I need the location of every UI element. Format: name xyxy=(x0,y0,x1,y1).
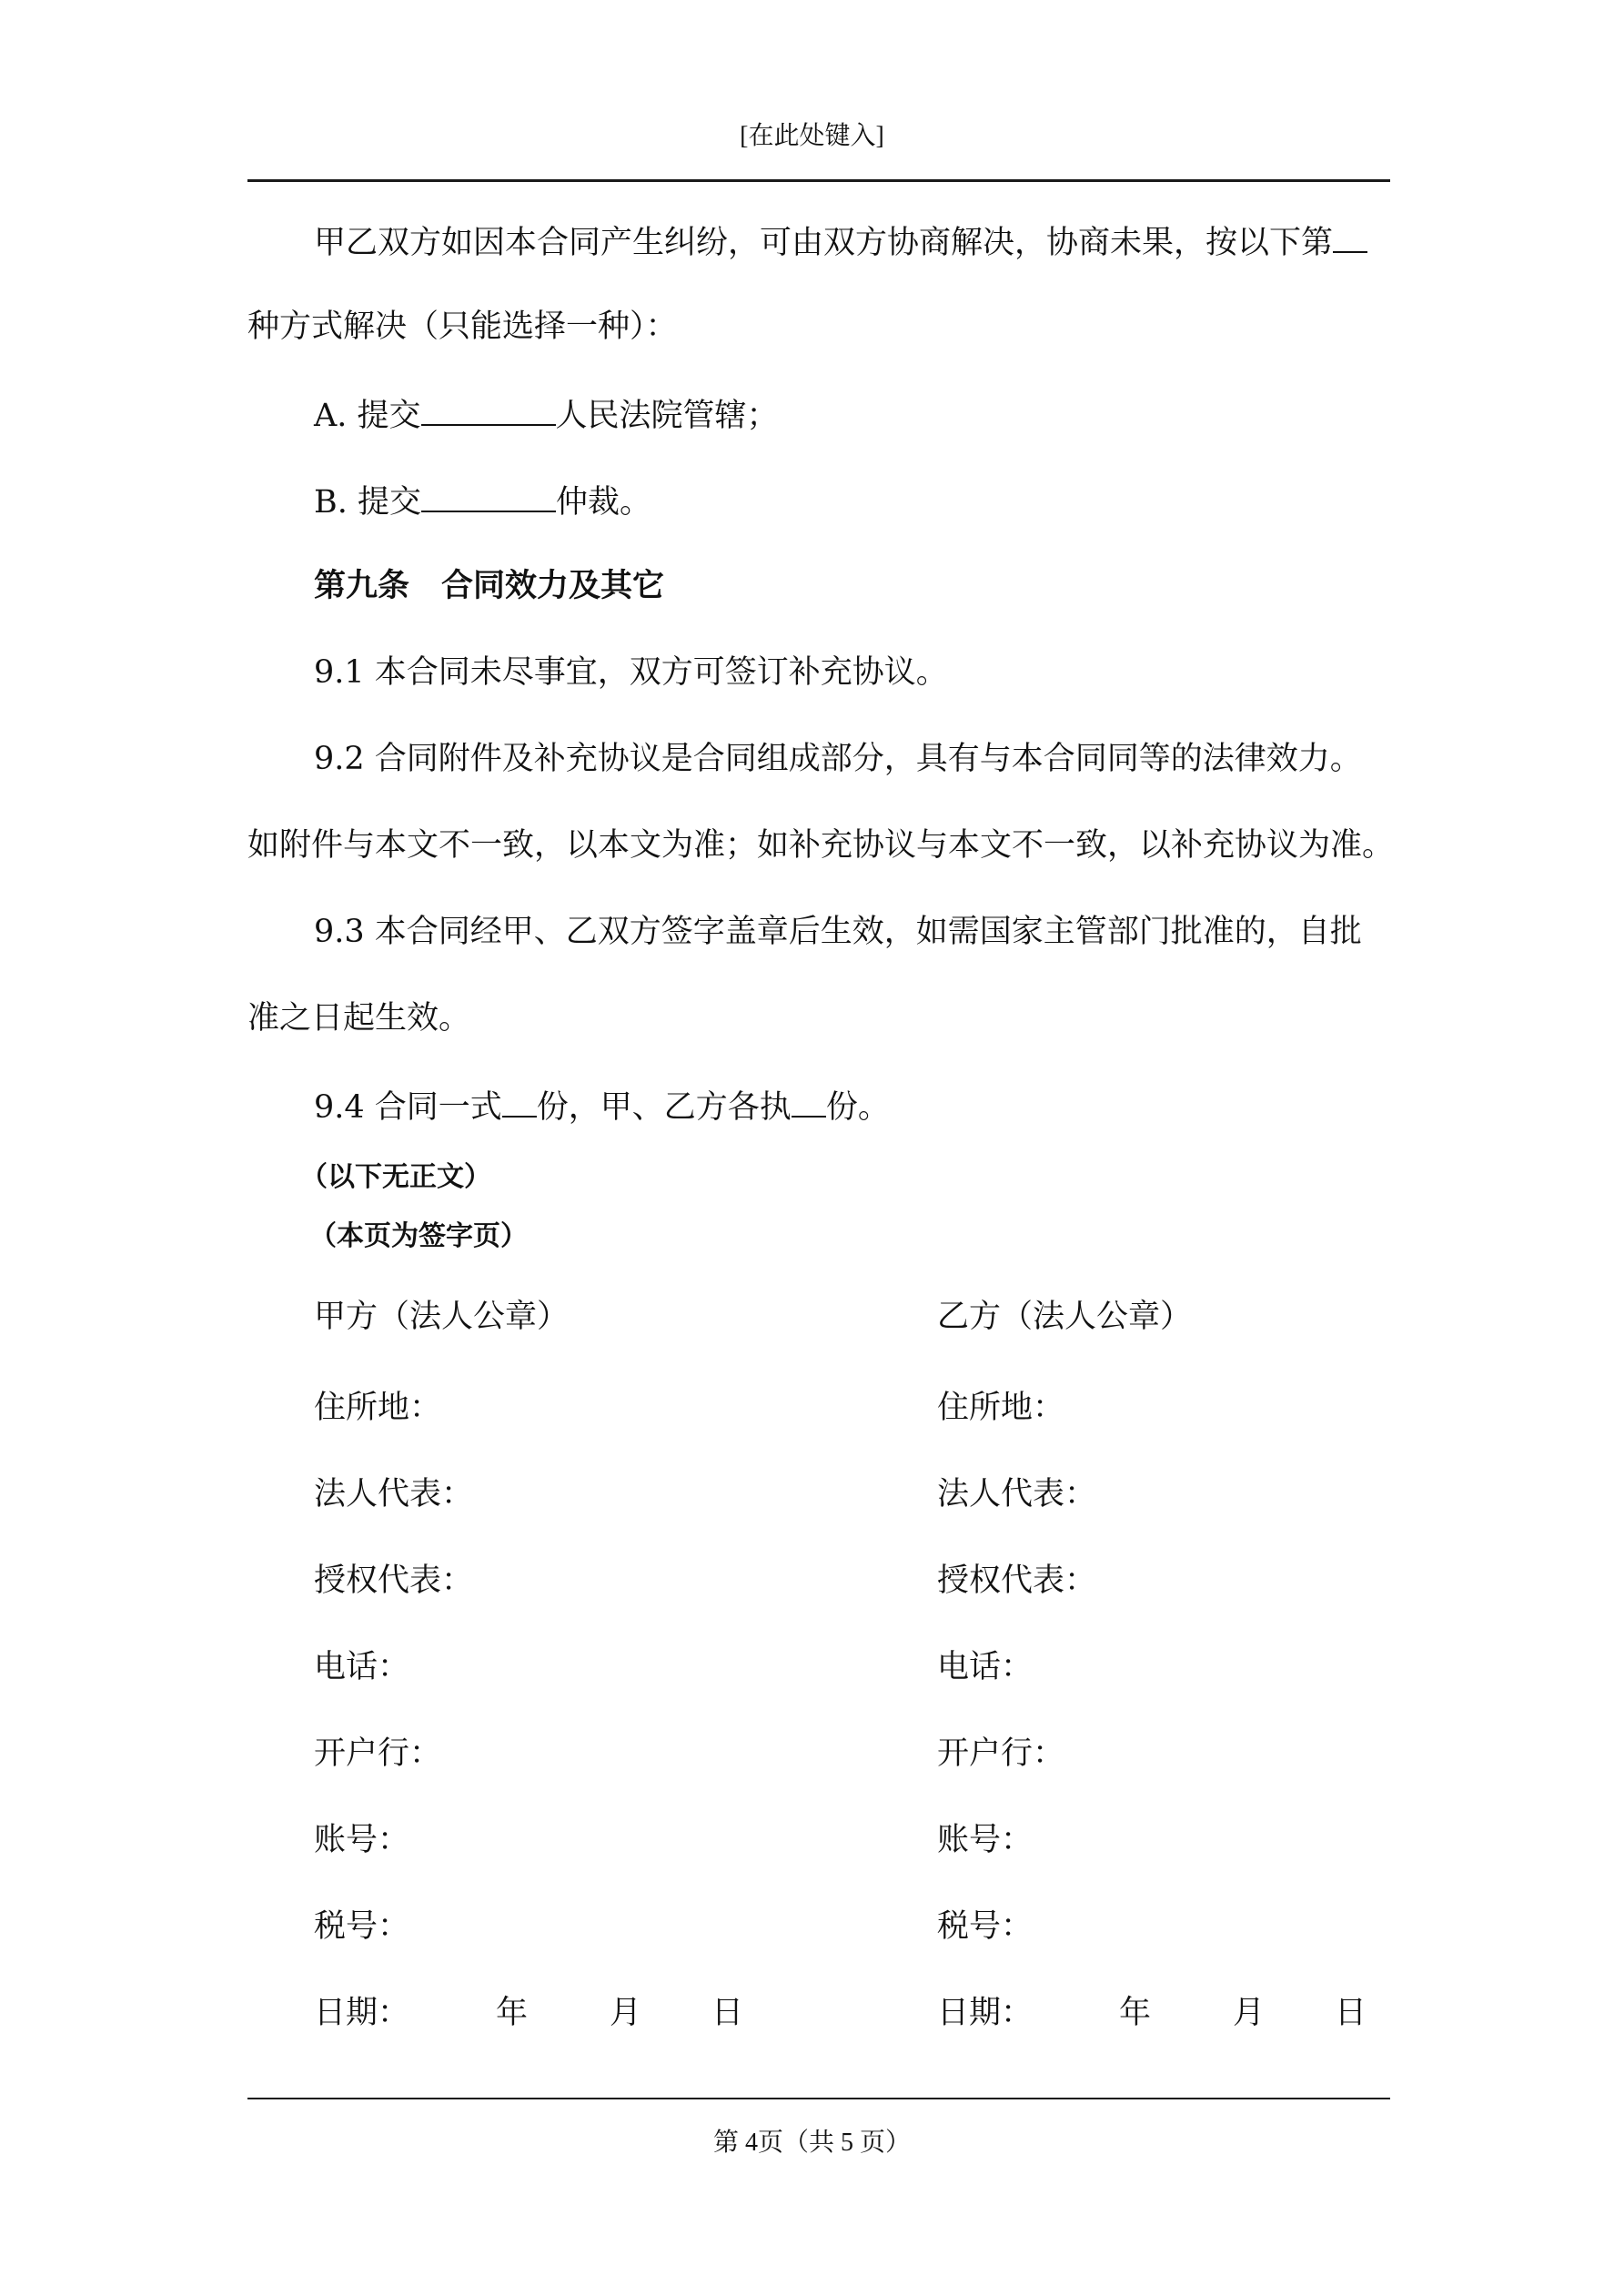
option-number-blank xyxy=(1333,220,1367,253)
party-b-year: 年 xyxy=(1119,1995,1152,2031)
option-b-prefix: B. 提交 xyxy=(314,484,421,521)
party-b-title: 乙方（法人公章） xyxy=(937,1299,1193,1335)
party-b-authorized-rep: 授权代表： xyxy=(937,1563,1097,1599)
dispute-text: 甲乙双方如因本合同产生纠纷，可由双方协商解决，协商未果，按以下第 xyxy=(314,225,1334,261)
header-rule xyxy=(247,179,1390,182)
party-a-legal-rep: 法人代表： xyxy=(314,1476,474,1512)
party-a-tax-id: 税号： xyxy=(314,1908,410,1945)
party-a-bank: 开户行： xyxy=(314,1735,442,1772)
party-b-tax-id: 税号： xyxy=(937,1908,1034,1945)
party-a-day: 日 xyxy=(711,1995,744,2031)
court-name-blank xyxy=(421,393,556,426)
clause-9-1: 9.1 本合同未尽事宜，双方可签订补充协议。 xyxy=(314,654,948,691)
party-a-account: 账号： xyxy=(314,1822,410,1858)
option-a xyxy=(314,393,779,436)
clause-9-4 xyxy=(314,1085,890,1128)
article-9-title: 第九条 合同效力及其它 xyxy=(314,568,665,604)
option-a-prefix: A. 提交 xyxy=(314,398,421,434)
footer-rule xyxy=(247,2098,1390,2099)
arbitration-name-blank xyxy=(421,480,556,512)
party-b-bank: 开户行： xyxy=(937,1735,1065,1772)
clause-9-2-line2: 如附件与本文不一致，以本文为准；如补充协议与本文不一致，以补充协议为准。 xyxy=(247,827,1395,864)
party-a-address: 住所地： xyxy=(314,1390,442,1426)
dispute-paragraph-line1 xyxy=(314,220,1367,263)
clause-9-3-line1: 9.3 本合同经甲、乙双方签字盖章后生效，如需国家主管部门批准的，自批 xyxy=(314,914,1362,950)
party-a-authorized-rep: 授权代表： xyxy=(314,1563,474,1599)
party-b-account: 账号： xyxy=(937,1822,1034,1858)
clause-9-3-line2: 准之日起生效。 xyxy=(247,1000,471,1037)
party-a-year: 年 xyxy=(496,1995,529,2031)
party-a-date-label: 日期： xyxy=(314,1995,410,2031)
party-b-address: 住所地： xyxy=(937,1390,1065,1426)
copies-total-blank xyxy=(502,1085,537,1118)
no-text-below: （以下无正文） xyxy=(300,1161,491,1193)
party-b-month: 月 xyxy=(1233,1995,1266,2031)
page-header: [在此处键入] xyxy=(740,122,884,150)
party-a-phone: 电话： xyxy=(314,1649,410,1685)
page-footer: 第 4页（共 5 页） xyxy=(712,2129,911,2157)
dispute-paragraph-line2: 种方式解决（只能选择一种）： xyxy=(247,308,678,345)
copies-each-blank xyxy=(792,1085,826,1118)
option-b-suffix: 仲裁。 xyxy=(555,484,651,521)
option-b xyxy=(314,480,651,522)
party-b-day: 日 xyxy=(1335,1995,1367,2031)
clause-9-4-part2: 份，甲、乙方各执 xyxy=(536,1089,792,1126)
party-a-month: 月 xyxy=(610,1995,642,2031)
clause-9-4-part3: 份。 xyxy=(825,1089,890,1126)
clause-9-4-part1: 9.4 合同一式 xyxy=(314,1089,502,1126)
party-a-title: 甲方（法人公章） xyxy=(314,1299,570,1335)
option-a-suffix: 人民法院管辖； xyxy=(555,398,779,434)
party-b-phone: 电话： xyxy=(937,1649,1034,1685)
signature-page-note: （本页为签字页） xyxy=(309,1220,528,1252)
party-b-legal-rep: 法人代表： xyxy=(937,1476,1097,1512)
party-b-date-label: 日期： xyxy=(937,1995,1034,2031)
clause-9-2-line1: 9.2 合同附件及补充协议是合同组成部分，具有与本合同同等的法律效力。 xyxy=(314,741,1362,777)
